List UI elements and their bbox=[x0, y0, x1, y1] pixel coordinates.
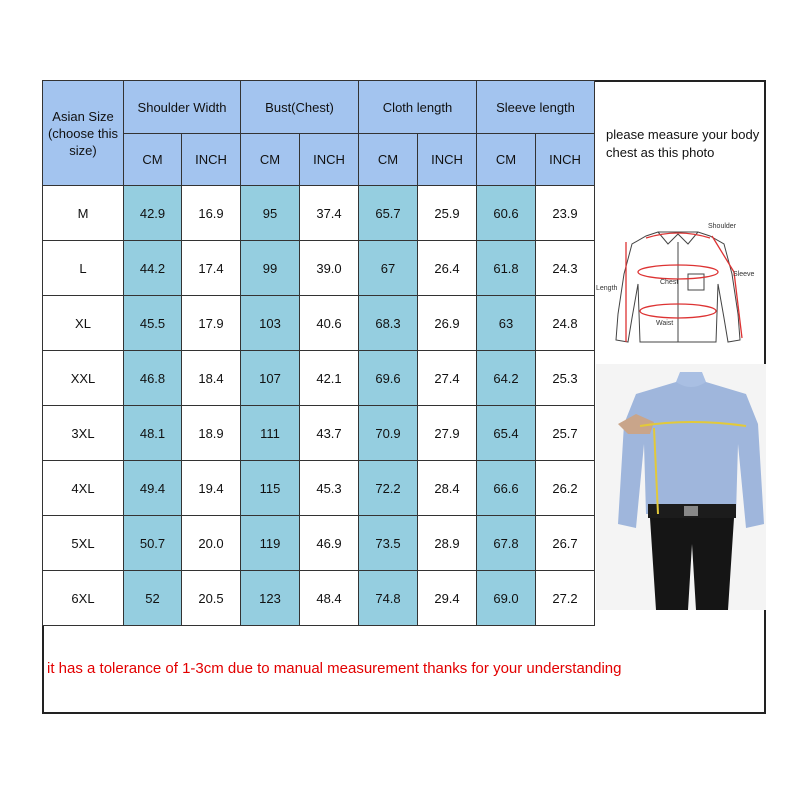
cm-value-cell: 72.2 bbox=[359, 461, 418, 516]
inch-value-cell: 26.9 bbox=[418, 296, 477, 351]
unit-inch-header: INCH bbox=[418, 134, 477, 186]
cm-value-cell: 48.1 bbox=[124, 406, 182, 461]
inch-value-cell: 18.4 bbox=[182, 351, 241, 406]
cm-value-cell: 115 bbox=[241, 461, 300, 516]
header-sleeve-length: Sleeve length bbox=[477, 81, 595, 134]
cm-value-cell: 123 bbox=[241, 571, 300, 626]
table-row bbox=[43, 351, 595, 406]
cm-value-cell: 49.4 bbox=[124, 461, 182, 516]
table-row bbox=[43, 516, 595, 571]
inch-value-cell: 16.9 bbox=[182, 186, 241, 241]
cm-value-cell: 61.8 bbox=[477, 241, 536, 296]
cm-value-cell: 60.6 bbox=[477, 186, 536, 241]
size-column-header: Asian Size (choose this size) bbox=[43, 81, 124, 186]
inch-value-cell: 46.9 bbox=[300, 516, 359, 571]
tolerance-note: it has a tolerance of 1-3cm due to manual measurement thanks for your understanding bbox=[47, 660, 622, 677]
cm-value-cell: 68.3 bbox=[359, 296, 418, 351]
inch-value-cell: 24.3 bbox=[536, 241, 595, 296]
inch-value-cell: 42.1 bbox=[300, 351, 359, 406]
inch-value-cell: 37.4 bbox=[300, 186, 359, 241]
size-label: XL bbox=[43, 296, 124, 351]
unit-cm-header: CM bbox=[359, 134, 418, 186]
shirt-outline-icon bbox=[616, 232, 740, 342]
table-row bbox=[43, 461, 595, 516]
inch-value-cell: 40.6 bbox=[300, 296, 359, 351]
diagram-label-waist: Waist bbox=[656, 320, 674, 327]
inch-value-cell: 27.2 bbox=[536, 571, 595, 626]
unit-cm-header: CM bbox=[477, 134, 536, 186]
size-chart-table bbox=[42, 80, 595, 626]
unit-inch-header: INCH bbox=[536, 134, 595, 186]
diagram-label-shoulder: Shoulder bbox=[708, 223, 737, 230]
unit-cm-header: CM bbox=[241, 134, 300, 186]
cm-value-cell: 103 bbox=[241, 296, 300, 351]
cm-value-cell: 50.7 bbox=[124, 516, 182, 571]
cm-value-cell: 74.8 bbox=[359, 571, 418, 626]
unit-inch-header: INCH bbox=[182, 134, 241, 186]
cm-value-cell: 73.5 bbox=[359, 516, 418, 571]
diagram-label-length: Length bbox=[596, 285, 618, 292]
cm-value-cell: 63 bbox=[477, 296, 536, 351]
cm-value-cell: 99 bbox=[241, 241, 300, 296]
inch-value-cell: 18.9 bbox=[182, 406, 241, 461]
unit-inch-header: INCH bbox=[300, 134, 359, 186]
size-label: 6XL bbox=[43, 571, 124, 626]
cm-value-cell: 65.7 bbox=[359, 186, 418, 241]
inch-value-cell: 25.3 bbox=[536, 351, 595, 406]
inch-value-cell: 23.9 bbox=[536, 186, 595, 241]
header-cloth-length: Cloth length bbox=[359, 81, 477, 134]
table-row bbox=[43, 241, 595, 296]
diagram-label-sleeve: Sleeve bbox=[733, 271, 755, 278]
inch-value-cell: 39.0 bbox=[300, 241, 359, 296]
table-row bbox=[43, 406, 595, 461]
inch-value-cell: 25.7 bbox=[536, 406, 595, 461]
cm-value-cell: 111 bbox=[241, 406, 300, 461]
inch-value-cell: 24.8 bbox=[536, 296, 595, 351]
inch-value-cell: 45.3 bbox=[300, 461, 359, 516]
inch-value-cell: 28.9 bbox=[418, 516, 477, 571]
inch-value-cell: 26.4 bbox=[418, 241, 477, 296]
inch-value-cell: 28.4 bbox=[418, 461, 477, 516]
chest-measurement-photo bbox=[596, 364, 766, 610]
cm-value-cell: 95 bbox=[241, 186, 300, 241]
inch-value-cell: 17.4 bbox=[182, 241, 241, 296]
size-label: 4XL bbox=[43, 461, 124, 516]
inch-value-cell: 20.0 bbox=[182, 516, 241, 571]
cm-value-cell: 65.4 bbox=[477, 406, 536, 461]
inch-value-cell: 27.4 bbox=[418, 351, 477, 406]
cm-value-cell: 107 bbox=[241, 351, 300, 406]
cm-value-cell: 69.0 bbox=[477, 571, 536, 626]
inch-value-cell: 43.7 bbox=[300, 406, 359, 461]
inch-value-cell: 27.9 bbox=[418, 406, 477, 461]
header-shoulder-width: Shoulder Width bbox=[124, 81, 241, 134]
table-row bbox=[43, 186, 595, 241]
cm-value-cell: 42.9 bbox=[124, 186, 182, 241]
cm-value-cell: 67.8 bbox=[477, 516, 536, 571]
inch-value-cell: 17.9 bbox=[182, 296, 241, 351]
cm-value-cell: 70.9 bbox=[359, 406, 418, 461]
table-row bbox=[43, 296, 595, 351]
inch-value-cell: 25.9 bbox=[418, 186, 477, 241]
diagram-label-chest: Chest bbox=[660, 279, 679, 286]
cm-value-cell: 69.6 bbox=[359, 351, 418, 406]
cm-value-cell: 45.5 bbox=[124, 296, 182, 351]
inch-value-cell: 26.2 bbox=[536, 461, 595, 516]
cm-value-cell: 46.8 bbox=[124, 351, 182, 406]
cm-value-cell: 64.2 bbox=[477, 351, 536, 406]
table-row bbox=[43, 571, 595, 626]
shirt-measurement-diagram bbox=[596, 214, 766, 362]
cm-value-cell: 119 bbox=[241, 516, 300, 571]
cm-value-cell: 67 bbox=[359, 241, 418, 296]
inch-value-cell: 20.5 bbox=[182, 571, 241, 626]
cm-value-cell: 44.2 bbox=[124, 241, 182, 296]
unit-cm-header: CM bbox=[124, 134, 182, 186]
header-bust-chest: Bust(Chest) bbox=[241, 81, 359, 134]
size-label: L bbox=[43, 241, 124, 296]
size-label: M bbox=[43, 186, 124, 241]
cm-value-cell: 52 bbox=[124, 571, 182, 626]
inch-value-cell: 48.4 bbox=[300, 571, 359, 626]
size-label: XXL bbox=[43, 351, 124, 406]
measure-instruction: please measure your body chest as this photo bbox=[606, 127, 760, 160]
size-label: 3XL bbox=[43, 406, 124, 461]
inch-value-cell: 29.4 bbox=[418, 571, 477, 626]
size-label: 5XL bbox=[43, 516, 124, 571]
inch-value-cell: 19.4 bbox=[182, 461, 241, 516]
cm-value-cell: 66.6 bbox=[477, 461, 536, 516]
inch-value-cell: 26.7 bbox=[536, 516, 595, 571]
